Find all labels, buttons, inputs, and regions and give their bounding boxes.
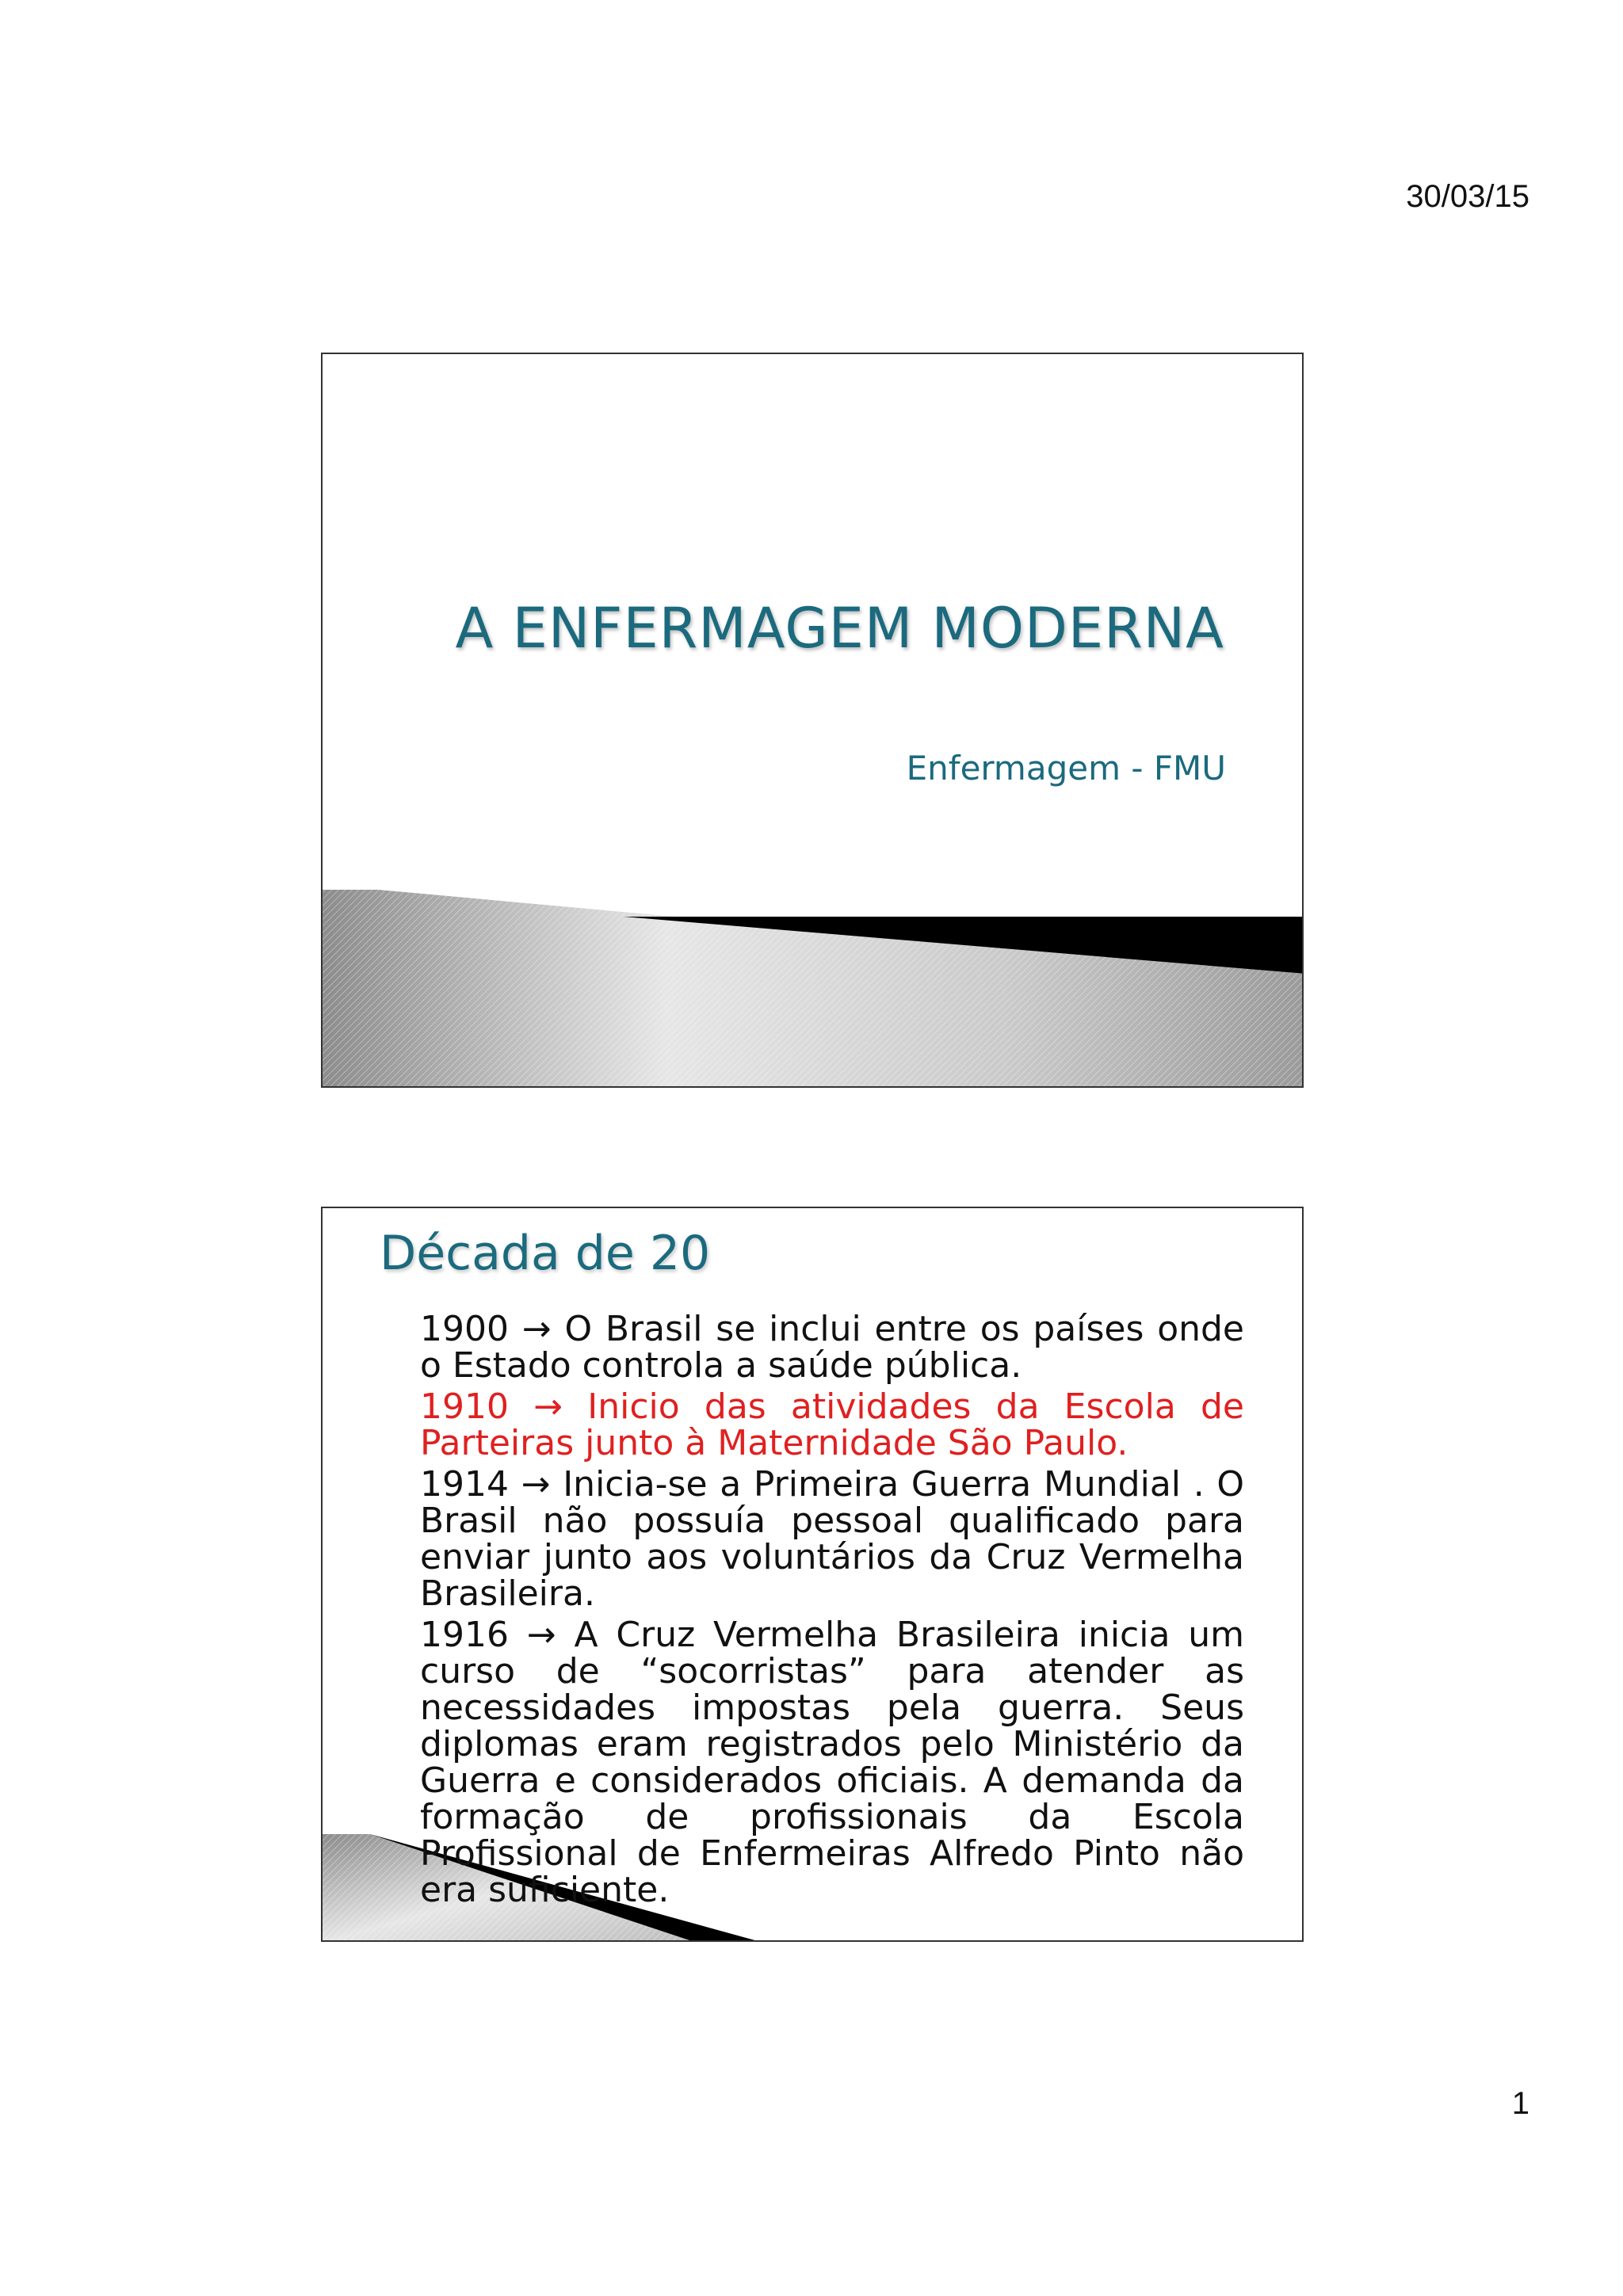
- slide-content: [321, 1207, 1304, 1942]
- paragraph-1900: 1900 → O Brasil se inclui entre os países onde o Estado controla a saúde pública.: [420, 1309, 1244, 1386]
- paragraph-1916: 1916 → A Cruz Vermelha Brasileira inicia um curso de “socorristas” para atender as necessidades impostas pela guerra. Seus diplomas eram registrados pelo Ministério da Guerra e considerados oficiais. A demanda da formação de profissionais da Escola Profissional de Enfermeiras Alfredo Pinto não era suficiente.: [420, 1615, 1244, 1910]
- paragraph-1914: 1914 → Inicia-se a Primeira Guerra Mundial . O Brasil não possuía pessoal qualificado para enviar junto aos voluntários da Cruz Vermelha Brasileira.: [420, 1464, 1244, 1614]
- slide-subtitle: Enfermagem - FMU: [906, 749, 1226, 788]
- paragraph-1910: 1910 → Inicio das atividades da Escola de Parteiras junto à Maternidade São Paulo.: [420, 1386, 1244, 1463]
- slide-decoration: [323, 354, 1304, 1088]
- slide-title-text: A ENFERMAGEM MODERNA: [455, 596, 1224, 661]
- slide-body: [420, 1311, 1244, 1913]
- slide-heading: Década de 20: [380, 1226, 711, 1281]
- page-number: 1: [1511, 2086, 1529, 2121]
- page-date: 30/03/15: [1406, 179, 1529, 214]
- slide-title: [321, 353, 1304, 1088]
